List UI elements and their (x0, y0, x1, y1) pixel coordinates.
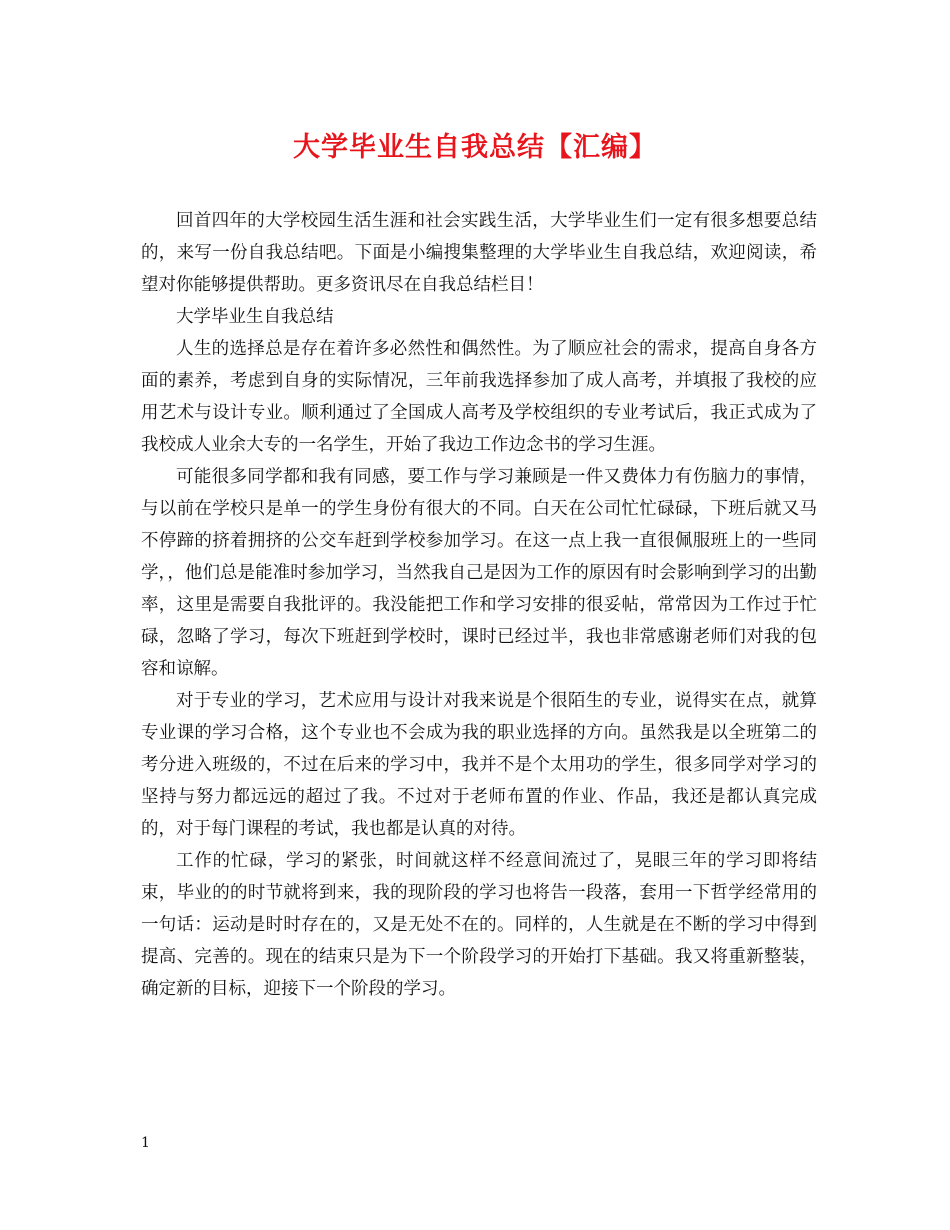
document-body (141, 205, 817, 1005)
paragraph-major: 对于专业的学习，艺术应用与设计对我来说是个很陌生的专业，说得实在点，就算专业课的学习合格，这个专业也不会成为我的职业选择的方向。虽然我是以全班第二的考分进入班级的，不过在后来的学习中，我并不是个太用功的学生，很多同学对学习的坚持与努力都远远的超过了我。不过对于老师布置的作业、作品，我还是都认真完成的，对于每门课程的考试，我也都是认真的对待。 (141, 691, 817, 839)
document-title: 大学毕业生自我总结【汇编】 (293, 132, 657, 163)
paragraph-subheading: 大学毕业生自我总结 (176, 307, 334, 327)
paragraph-intro: 回首四年的大学校园生活生涯和社会实践生活，大学毕业生们一定有很多想要总结的，来写一份自我总结吧。下面是小编搜集整理的大学毕业生自我总结，欢迎阅读，希望对你能够提供帮助。更多资讯尽在自我总结栏目！ (141, 211, 817, 295)
paragraph-choice: 人生的选择总是存在着许多必然性和偶然性。为了顺应社会的需求，提高自身各方面的素养，考虑到自身的实际情况，三年前我选择参加了成人高考，并填报了我校的应用艺术与设计专业。顺利通过了全国成人高考及学校组织的专业考试后，我正式成为了我校成人业余大专的一名学生，开始了我边工作边念书的学习生涯。 (141, 339, 817, 455)
page-number: 1 (141, 1135, 150, 1151)
paragraph-work-study: 可能很多同学都和我有同感，要工作与学习兼顾是一件又费体力有伤脑力的事情，与以前在学校只是单一的学生身份有很大的不同。白天在公司忙忙碌碌，下班后就又马不停蹄的挤着拥挤的公交车赶到学校参加学习。在这一点上我一直很佩服班上的一些同学，，他们总是能准时参加学习，当然我自己是因为工作的原因有时会影响到学习的出勤率，这里是需要自我批评的。我没能把工作和学习安排的很妥帖，常常因为工作过于忙碌，忽略了学习，每次下班赶到学校时，课时已经过半，我也非常感谢老师们对我的包容和谅解。 (141, 467, 817, 679)
paragraph-conclusion: 工作的忙碌，学习的紧张，时间就这样不经意间流过了，晃眼三年的学习即将结束，毕业的的时节就将到来，我的现阶段的学习也将告一段落，套用一下哲学经常用的一句话：运动是时时存在的，又是无处不在的。同样的，人生就是在不断的学习中得到提高、完善的。现在的结束只是为下一个阶段学习的开始打下基础。我又将重新整装，确定新的目标，迎接下一个阶段的学习。 (141, 851, 817, 999)
